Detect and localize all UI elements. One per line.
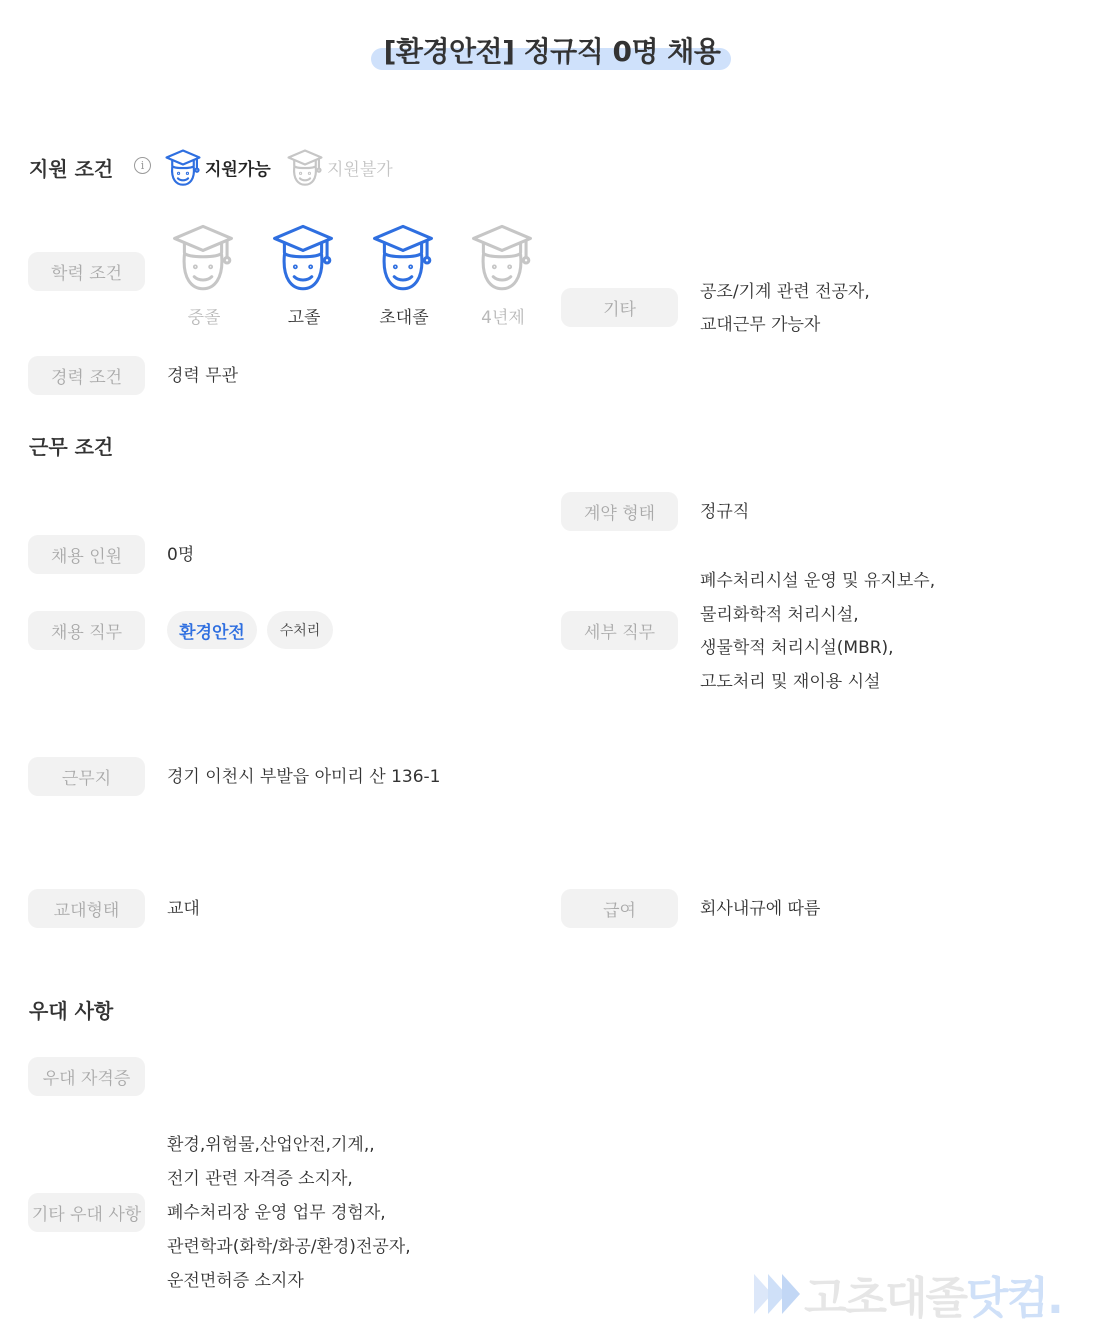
section-title-preferences: 우대 사항 — [29, 999, 114, 1023]
logo-text-domain: 닷컴. — [966, 1273, 1062, 1324]
job-chip-sub[interactable]: 수처리 — [267, 611, 333, 649]
headcount-label: 채용 인원 — [28, 535, 145, 574]
logo-text-main: 고초대졸 — [804, 1273, 967, 1324]
education-label-university: 4년제 — [481, 308, 525, 328]
graduate-face-icon — [370, 222, 436, 292]
job-label: 채용 직무 — [28, 611, 145, 650]
page-title: [환경안전] 정규직 0명 채용 — [383, 35, 721, 68]
info-icon[interactable]: i — [134, 157, 151, 174]
graduate-face-icon — [469, 222, 535, 292]
other-pref-line: 운전면허증 소지자 — [167, 1271, 304, 1291]
detail-job-line: 고도처리 및 재이용 시설 — [700, 672, 881, 692]
salary-value: 회사내규에 따름 — [700, 899, 821, 919]
other-pref-line: 폐수처리장 운영 업무 경험자, — [167, 1203, 386, 1223]
detail-job-label: 세부 직무 — [561, 611, 678, 650]
detail-job-line: 물리화학적 처리시설, — [700, 605, 859, 625]
education-label-high: 고졸 — [287, 308, 321, 328]
shift-label: 교대형태 — [28, 889, 145, 928]
shift-value: 교대 — [167, 899, 200, 919]
graduate-face-icon-legend-possible — [164, 148, 202, 186]
education-item-middle — [170, 222, 236, 296]
site-logo — [752, 1268, 1062, 1324]
education-label-middle: 중졸 — [187, 308, 221, 328]
etc-value-line: 공조/기계 관련 전공자, — [700, 282, 870, 302]
other-pref-line: 전기 관련 자격증 소지자, — [167, 1169, 353, 1189]
education-label: 학력 조건 — [28, 252, 145, 291]
etc-value-line: 교대근무 가능자 — [700, 315, 821, 335]
other-pref-line: 환경,위험물,산업안전,기계,, — [167, 1135, 375, 1155]
detail-job-line: 생물학적 처리시설(MBR), — [700, 638, 894, 658]
graduate-face-icon — [170, 222, 236, 292]
contract-value: 정규직 — [700, 502, 750, 522]
section-title-work: 근무 조건 — [29, 435, 114, 459]
detail-job-line: 폐수처리시설 운영 및 유지보수, — [700, 571, 936, 591]
education-item-university — [469, 222, 535, 296]
education-label-college: 초대졸 — [379, 308, 429, 328]
education-item-high — [270, 222, 336, 296]
graduate-face-icon-legend-impossible — [286, 148, 324, 186]
experience-label: 경력 조건 — [28, 356, 145, 395]
other-pref-line: 관련학과(화학/화공/환경)전공자, — [167, 1237, 411, 1257]
education-item-college — [370, 222, 436, 296]
location-value: 경기 이천시 부발읍 아미리 산 136-1 — [167, 767, 441, 787]
location-label: 근무지 — [28, 757, 145, 796]
contract-label: 계약 형태 — [561, 492, 678, 531]
graduate-face-icon — [270, 222, 336, 292]
etc-label: 기타 — [561, 288, 678, 327]
experience-value: 경력 무관 — [167, 366, 239, 386]
logo-arrow-icon — [752, 1272, 804, 1316]
headcount-value: 0명 — [167, 545, 195, 565]
legend-possible: 지원가능 — [205, 160, 271, 180]
job-chip-main[interactable]: 환경안전 — [167, 611, 257, 649]
section-title-apply: 지원 조건 — [29, 157, 114, 181]
other-pref-label: 기타 우대 사항 — [28, 1193, 145, 1232]
cert-label: 우대 자격증 — [28, 1057, 145, 1096]
salary-label: 급여 — [561, 889, 678, 928]
legend-impossible: 지원불가 — [327, 160, 393, 180]
